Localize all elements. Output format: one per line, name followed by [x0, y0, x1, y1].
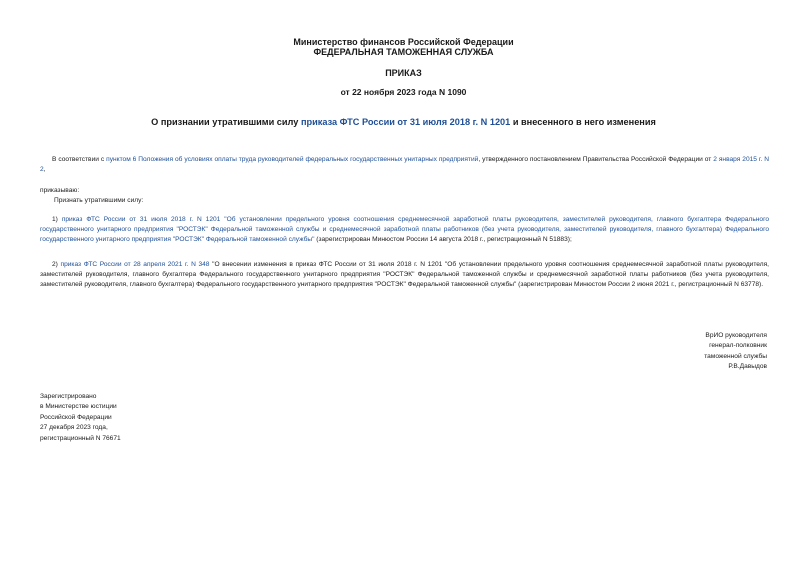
registration-line: в Министерстве юстиции: [40, 403, 117, 411]
p1-link-resolution[interactable]: 2 января 2015 г. N 2: [40, 156, 770, 173]
doc-date-number: от 22 ноября 2023 года N 1090: [340, 87, 467, 97]
service-name: ФЕДЕРАЛЬНАЯ ТАМОЖЕННАЯ СЛУЖБА: [313, 47, 494, 57]
doc-type: ПРИКАЗ: [385, 68, 422, 78]
p1-pre: В соответствии с: [52, 156, 107, 163]
title-link[interactable]: приказа ФТС России от 31 июля 2018 г. N 1201: [300, 117, 511, 127]
item2-mid: "О внесении изменения в приказ ФТС России от 31 июля 2018 г. N 1201 "Об установлении предельного уровня соотношения среднемесячной заработной платы руководителя, заместителей руководителя, главного бухгалтера Федерального государственного унитарного предприятия "РОСТЭК" Федеральной таможенной службы и среднемесячной заработной платы работников (без учета руководителя, заместителей руководителя, главного бухгалтера) Федерального государственного унитарного предприятия "РОСТЭК" Федеральной таможенной службы": [40, 261, 769, 288]
item2-post: (зарегистрирован Минюстом России 2 июня 2021 г., регистрационный N 63778).: [516, 281, 764, 288]
p1-link-regulation[interactable]: пунктом 6 Положения об условиях оплаты труда руководителей федеральных государственных унитарных предприятий: [106, 156, 479, 163]
paragraph-order: приказываю:: [40, 187, 80, 194]
list-item-2: [40, 260, 769, 290]
registration-date: 27 декабря 2023 года,: [40, 424, 108, 432]
item1-post: (зарегистрирован Минюстом России 14 августа 2018 г., регистрационный N 51883);: [314, 236, 572, 243]
title-post: и внесенного в него изменения: [510, 117, 656, 127]
registration-block: [40, 392, 121, 444]
list-item-1: [40, 215, 769, 245]
item1-link[interactable]: приказ ФТС России от 31 июля 2018 г. N 1201 "Об установлении предельного уровня соотношения среднемесячной заработной платы руководителя, заместителей руководителя, главного бухгалтера Федерального государственного унитарного предприятия "РОСТЭК" Федеральной таможенной службы и среднемесячной заработной платы работников (без учета руководителя, заместителей руководителя, главного бухгалтера) Федерального государственного унитарного предприятия "РОСТЭК" Федеральной таможенной службы": [40, 216, 769, 243]
signature-line: генерал-полковник: [709, 342, 767, 350]
p1-mid: , утвержденного постановлением Правительства Российской Федерации от: [478, 156, 714, 163]
item2-link[interactable]: приказ ФТС России от 28 апреля 2021 г. N 348: [60, 261, 210, 268]
signature-line: ВрИО руководителя: [705, 332, 767, 339]
signature-line: таможенной службы: [704, 352, 767, 360]
registration-line: Российской Федерации: [40, 413, 112, 421]
p1-post: ,: [43, 166, 46, 173]
paragraph-recognize: Признать утратившими силу:: [54, 197, 144, 204]
item1-number: 1): [52, 216, 62, 223]
signature-name: Р.В.Давыдов: [728, 363, 767, 371]
doc-title: [0, 116, 807, 128]
registration-line: Зарегистрировано: [40, 393, 97, 400]
paragraph-basis: [40, 155, 769, 175]
ministry-name: Министерство финансов Российской Федерации: [293, 37, 514, 47]
title-pre: О признании утратившими силу: [151, 117, 301, 127]
signature-block: [704, 331, 767, 373]
registration-number: регистрационный N 76671: [40, 434, 121, 442]
item2-number: 2): [52, 261, 61, 268]
